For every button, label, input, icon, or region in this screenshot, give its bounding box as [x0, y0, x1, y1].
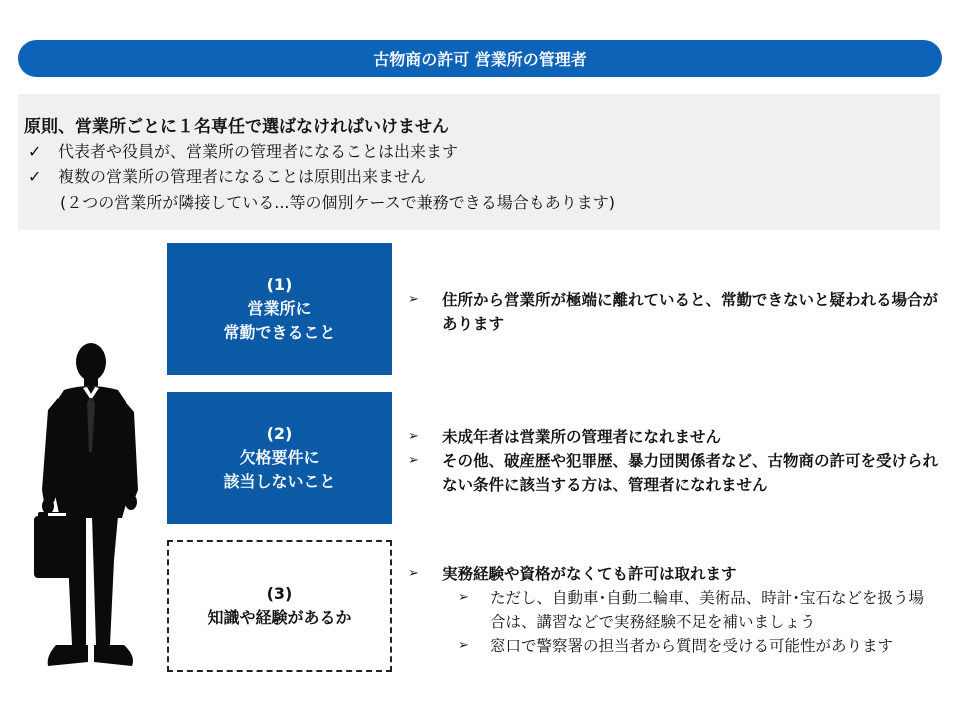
- rules-item-text: 代表者や役員が、営業所の管理者になることは出来ます: [58, 142, 459, 161]
- condition-text: 営業所に: [247, 299, 312, 318]
- description-sub-bullet: [408, 586, 938, 634]
- arrow-bullet-icon: ➢: [408, 292, 419, 307]
- condition-3-description: [408, 562, 938, 658]
- description-text: 実務経験や資格がなくても許可は取れます: [442, 565, 737, 583]
- arrow-bullet-icon: ➢: [408, 453, 419, 468]
- description-bullet: [408, 288, 938, 336]
- condition-1-description: [408, 288, 938, 336]
- condition-box-1: [167, 243, 392, 375]
- condition-box-3: [167, 540, 392, 672]
- description-text: 住所から営業所が極端に離れていると、常勤できないと疑われる場合があります: [442, 291, 939, 333]
- condition-text: 常勤できること: [223, 323, 336, 342]
- arrow-bullet-icon: ➢: [458, 590, 469, 605]
- arrow-bullet-icon: ➢: [458, 638, 469, 653]
- description-text: 窓口で警察署の担当者から質問を受ける可能性があります: [490, 637, 894, 655]
- rules-item: [28, 139, 458, 162]
- arrow-bullet-icon: ➢: [408, 566, 419, 581]
- rules-item: [28, 164, 426, 187]
- rules-heading: 原則、営業所ごとに１名専任で選ばなければいけません: [24, 117, 449, 137]
- rules-note: (２つの営業所が隣接している...等の個別ケースで兼務できる場合もあります): [60, 193, 615, 212]
- check-icon: ✓: [28, 167, 42, 186]
- condition-number: (1): [266, 275, 293, 294]
- description-sub-bullet: [408, 634, 938, 658]
- rules-panel: [18, 94, 940, 230]
- condition-number: (2): [266, 424, 293, 443]
- businessman-silhouette-icon: [34, 340, 144, 675]
- description-text: ただし、自動車･自動二輪車、美術品、時計･宝石などを扱う場合は、講習などで実務経験不足を補いましょう: [490, 589, 925, 631]
- condition-number: (3): [266, 584, 293, 603]
- description-text: 未成年者は営業所の管理者になれません: [442, 428, 722, 446]
- condition-text: 知識や経験があるか: [207, 608, 352, 627]
- description-text: その他、破産歴や犯罪歴、暴力団関係者など、古物商の許可を受けられない条件に該当する方は、管理者になれません: [442, 452, 939, 494]
- arrow-bullet-icon: ➢: [408, 429, 419, 444]
- page-title-bar: [18, 40, 942, 77]
- page-title: 古物商の許可 営業所の管理者: [373, 50, 587, 69]
- check-icon: ✓: [28, 142, 42, 161]
- rules-item-text: 複数の営業所の管理者になることは原則出来ません: [58, 167, 427, 186]
- description-bullet: [408, 562, 938, 586]
- condition-text: 欠格要件に: [239, 448, 320, 467]
- description-bullet: [408, 449, 938, 497]
- condition-text: 該当しないこと: [223, 472, 336, 491]
- description-bullet: [408, 425, 938, 449]
- condition-2-description: [408, 425, 938, 497]
- condition-box-2: [167, 392, 392, 524]
